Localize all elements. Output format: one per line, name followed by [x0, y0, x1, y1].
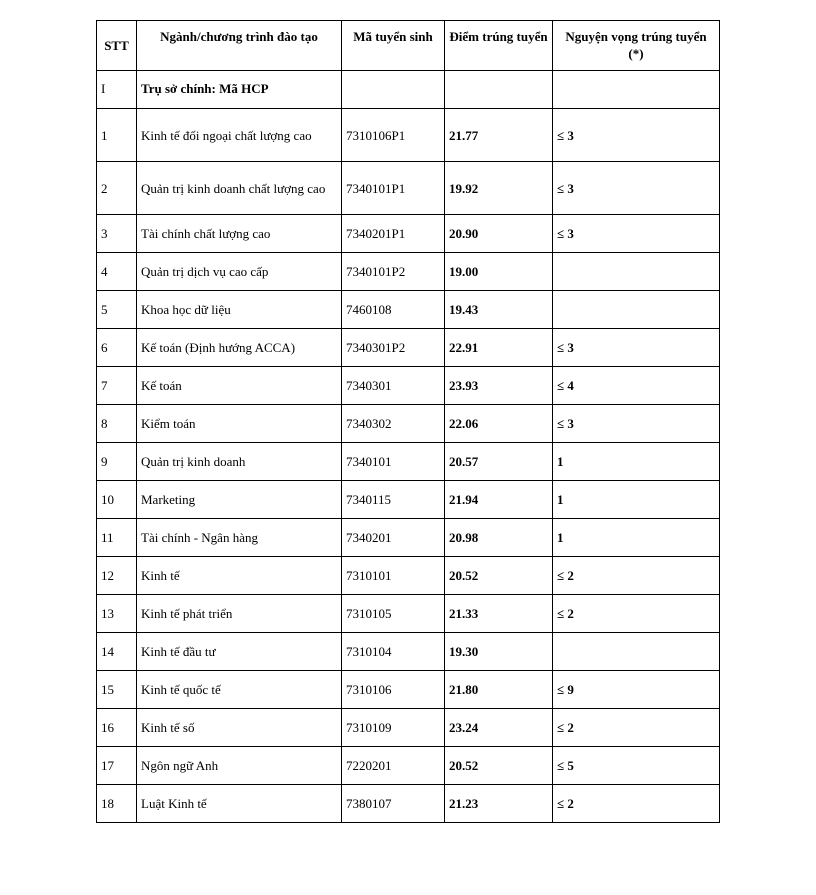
table-row	[97, 367, 720, 405]
section-row	[97, 71, 720, 109]
row-code: 7310109	[342, 709, 445, 747]
row-stt: 16	[97, 709, 137, 747]
row-code: 7220201	[342, 747, 445, 785]
row-wish	[553, 253, 720, 291]
row-wish: ≤ 5	[553, 747, 720, 785]
row-code: 7460108	[342, 291, 445, 329]
header-major: Ngành/chương trình đào tạo	[137, 21, 342, 71]
row-stt: 1	[97, 109, 137, 162]
table-row	[97, 633, 720, 671]
section-score	[445, 71, 553, 109]
row-score: 22.06	[445, 405, 553, 443]
row-wish: ≤ 3	[553, 109, 720, 162]
row-major: Marketing	[137, 481, 342, 519]
row-stt: 2	[97, 162, 137, 215]
row-code: 7340101	[342, 443, 445, 481]
table-row	[97, 747, 720, 785]
section-label: Trụ sở chính: Mã HCP	[137, 71, 342, 109]
row-major: Khoa học dữ liệu	[137, 291, 342, 329]
table-row	[97, 671, 720, 709]
admission-scores-table	[96, 20, 720, 823]
row-code: 7310106P1	[342, 109, 445, 162]
section-wish	[553, 71, 720, 109]
row-code: 7340101P2	[342, 253, 445, 291]
row-major: Kinh tế	[137, 557, 342, 595]
row-stt: 12	[97, 557, 137, 595]
table-header	[97, 21, 720, 71]
row-wish	[553, 291, 720, 329]
table-row	[97, 785, 720, 823]
header-wish: Nguyện vọng trúng tuyển (*)	[553, 21, 720, 71]
table-row	[97, 557, 720, 595]
row-stt: 3	[97, 215, 137, 253]
section-code	[342, 71, 445, 109]
row-code: 7340302	[342, 405, 445, 443]
table-row	[97, 291, 720, 329]
row-stt: 4	[97, 253, 137, 291]
row-major: Quản trị kinh doanh chất lượng cao	[137, 162, 342, 215]
row-major: Kiểm toán	[137, 405, 342, 443]
header-row	[97, 21, 720, 71]
row-score: 21.33	[445, 595, 553, 633]
row-code: 7340301P2	[342, 329, 445, 367]
row-wish: 1	[553, 481, 720, 519]
row-wish: ≤ 3	[553, 405, 720, 443]
row-score: 22.91	[445, 329, 553, 367]
row-code: 7340201P1	[342, 215, 445, 253]
row-wish: ≤ 4	[553, 367, 720, 405]
row-stt: 15	[97, 671, 137, 709]
table-row	[97, 405, 720, 443]
row-major: Kinh tế phát triển	[137, 595, 342, 633]
table-row	[97, 443, 720, 481]
row-score: 20.52	[445, 747, 553, 785]
row-score: 20.57	[445, 443, 553, 481]
table-row	[97, 709, 720, 747]
row-stt: 11	[97, 519, 137, 557]
row-score: 21.77	[445, 109, 553, 162]
row-major: Tài chính chất lượng cao	[137, 215, 342, 253]
row-stt: 18	[97, 785, 137, 823]
row-code: 7310104	[342, 633, 445, 671]
row-code: 7310106	[342, 671, 445, 709]
row-score: 19.00	[445, 253, 553, 291]
row-code: 7340115	[342, 481, 445, 519]
table-row	[97, 253, 720, 291]
row-score: 20.98	[445, 519, 553, 557]
row-score: 19.92	[445, 162, 553, 215]
row-stt: 13	[97, 595, 137, 633]
row-code: 7340101P1	[342, 162, 445, 215]
row-wish: ≤ 3	[553, 215, 720, 253]
row-score: 19.43	[445, 291, 553, 329]
row-wish: ≤ 2	[553, 557, 720, 595]
row-code: 7340301	[342, 367, 445, 405]
row-stt: 14	[97, 633, 137, 671]
row-stt: 6	[97, 329, 137, 367]
table-row	[97, 595, 720, 633]
row-wish: ≤ 9	[553, 671, 720, 709]
table-row	[97, 519, 720, 557]
row-major: Kế toán	[137, 367, 342, 405]
row-major: Kinh tế đầu tư	[137, 633, 342, 671]
row-stt: 7	[97, 367, 137, 405]
row-code: 7380107	[342, 785, 445, 823]
table-row	[97, 215, 720, 253]
row-major: Kế toán (Định hướng ACCA)	[137, 329, 342, 367]
header-stt: STT	[97, 21, 137, 71]
row-major: Ngôn ngữ Anh	[137, 747, 342, 785]
table-row	[97, 481, 720, 519]
row-score: 21.23	[445, 785, 553, 823]
row-stt: 5	[97, 291, 137, 329]
table-row	[97, 109, 720, 162]
row-major: Tài chính - Ngân hàng	[137, 519, 342, 557]
row-code: 7310101	[342, 557, 445, 595]
row-score: 20.52	[445, 557, 553, 595]
row-wish: 1	[553, 443, 720, 481]
row-major: Quản trị kinh doanh	[137, 443, 342, 481]
row-wish: ≤ 2	[553, 709, 720, 747]
row-major: Kinh tế số	[137, 709, 342, 747]
row-wish: ≤ 2	[553, 785, 720, 823]
row-stt: 10	[97, 481, 137, 519]
row-wish: 1	[553, 519, 720, 557]
row-wish: ≤ 2	[553, 595, 720, 633]
row-stt: 17	[97, 747, 137, 785]
row-score: 19.30	[445, 633, 553, 671]
table-row	[97, 162, 720, 215]
row-major: Quản trị dịch vụ cao cấp	[137, 253, 342, 291]
row-score: 20.90	[445, 215, 553, 253]
row-score: 21.94	[445, 481, 553, 519]
row-major: Kinh tế quốc tế	[137, 671, 342, 709]
row-stt: 9	[97, 443, 137, 481]
row-score: 23.24	[445, 709, 553, 747]
row-wish	[553, 633, 720, 671]
row-wish: ≤ 3	[553, 162, 720, 215]
row-major: Kinh tế đối ngoại chất lượng cao	[137, 109, 342, 162]
row-stt: 8	[97, 405, 137, 443]
header-code: Mã tuyển sinh	[342, 21, 445, 71]
section-stt: I	[97, 71, 137, 109]
header-score: Điểm trúng tuyển	[445, 21, 553, 71]
table-row	[97, 329, 720, 367]
row-code: 7310105	[342, 595, 445, 633]
row-wish: ≤ 3	[553, 329, 720, 367]
row-major: Luật Kinh tế	[137, 785, 342, 823]
row-score: 21.80	[445, 671, 553, 709]
row-code: 7340201	[342, 519, 445, 557]
row-score: 23.93	[445, 367, 553, 405]
table-body	[97, 71, 720, 823]
